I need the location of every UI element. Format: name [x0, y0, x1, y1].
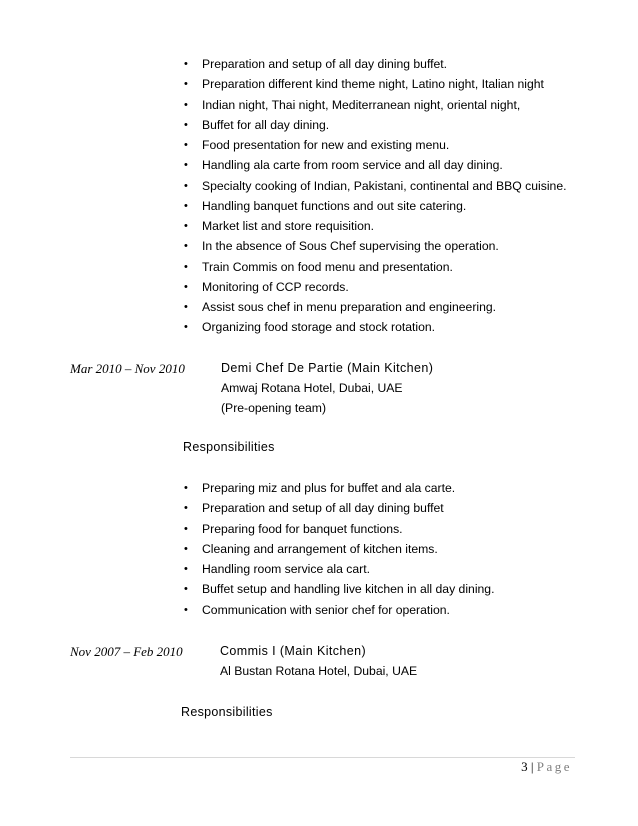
list-item — [182, 559, 494, 579]
list-item — [182, 74, 567, 94]
list-item — [182, 498, 494, 518]
list-item-text: Preparation and setup of all day dining buffet. — [202, 57, 448, 71]
list-item-text: Buffet setup and handling live kitchen in all day dining. — [202, 582, 495, 597]
list-item-text: Preparation and setup of all day dining buffet — [202, 501, 444, 516]
job2-responsibilities-heading: Responsibilities — [181, 705, 273, 719]
job2-employer: Al Bustan Rotana Hotel, Dubai, UAE — [220, 664, 418, 678]
list-item-text: Monitoring of CCP records. — [202, 279, 349, 294]
bullet-icon: • — [184, 58, 188, 70]
bullet-icon: • — [184, 260, 188, 273]
list-item-text: Preparing food for banquet functions. — [202, 521, 403, 536]
list-item-text: Communication with senior chef for operation. — [202, 602, 450, 617]
bullet-icon: • — [184, 78, 188, 91]
bullet-icon: • — [184, 220, 188, 232]
list-item — [182, 297, 567, 317]
bullet-icon: • — [184, 280, 188, 293]
job1-responsibilities-heading: Responsibilities — [183, 440, 275, 454]
list-item — [182, 155, 567, 175]
list-item-text: Organizing food storage and stock rotation. — [202, 320, 436, 335]
footer-separator: | — [530, 759, 534, 774]
responsibilities-list-2 — [182, 478, 494, 620]
page-number: 3 — [521, 759, 528, 774]
list-item-text: Preparing miz and plus for buffet and ala carte. — [202, 481, 456, 495]
bullet-icon: • — [184, 118, 188, 131]
bullet-icon: • — [184, 301, 188, 313]
footer-divider — [70, 757, 575, 758]
list-item-text: Indian night, Thai night, Mediterranean night, oriental night, — [202, 97, 521, 112]
job1-title: Demi Chef De Partie (Main Kitchen) — [221, 361, 434, 375]
bullet-icon: • — [184, 321, 188, 334]
list-item — [182, 196, 567, 216]
list-item-text: Handling room service ala cart. — [202, 562, 370, 576]
list-item-text: Market list and store requisition. — [202, 219, 375, 233]
bullet-icon: • — [184, 179, 188, 192]
bullet-icon: • — [184, 98, 188, 111]
bullet-icon: • — [184, 482, 188, 494]
bullet-icon: • — [184, 563, 188, 575]
list-item-text: Buffet for all day dining. — [202, 117, 330, 132]
list-item — [182, 539, 494, 559]
list-item — [182, 600, 494, 620]
list-item-text: Cleaning and arrangement of kitchen items. — [202, 541, 438, 556]
responsibilities-list-1 — [182, 54, 567, 338]
page-label: Page — [536, 759, 572, 774]
list-item — [182, 478, 494, 498]
list-item — [182, 519, 494, 539]
job1-note: (Pre-opening team) — [221, 401, 326, 415]
job2-title: Commis I (Main Kitchen) — [220, 644, 367, 658]
list-item — [182, 236, 567, 256]
job1-employer: Amwaj Rotana Hotel, Dubai, UAE — [221, 381, 403, 395]
list-item-text: Train Commis on food menu and presentation. — [202, 259, 453, 274]
list-item-text: In the absence of Sous Chef supervising the operation. — [202, 239, 499, 254]
list-item-text: Specialty cooking of Indian, Pakistani, continental and BBQ cuisine. — [202, 178, 567, 193]
list-item — [182, 257, 567, 277]
list-item-text: Preparation different kind theme night, Latino night, Italian night — [202, 77, 544, 92]
bullet-icon: • — [184, 583, 188, 596]
job2-dates: Nov 2007 – Feb 2010 — [70, 644, 183, 659]
job1-dates: Mar 2010 – Nov 2010 — [70, 361, 185, 376]
list-item — [182, 95, 567, 115]
list-item — [182, 277, 567, 297]
list-item — [182, 115, 567, 135]
bullet-icon: • — [184, 502, 188, 515]
list-item-text: Food presentation for new and existing menu. — [202, 138, 450, 152]
page-footer — [70, 759, 572, 775]
list-item — [182, 135, 567, 155]
list-item-text: Handling ala carte from room service and all day dining. — [202, 158, 503, 173]
list-item — [182, 579, 494, 599]
bullet-icon: • — [184, 240, 188, 253]
bullet-icon: • — [184, 603, 188, 616]
list-item-text: Handling banquet functions and out site catering. — [202, 198, 467, 213]
list-item-text: Assist sous chef in menu preparation and engineering. — [202, 300, 497, 314]
bullet-icon: • — [184, 522, 188, 535]
list-item — [182, 317, 567, 337]
list-item — [182, 54, 567, 74]
bullet-icon: • — [184, 139, 188, 151]
bullet-icon: • — [184, 542, 188, 555]
list-item — [182, 176, 567, 196]
list-item — [182, 216, 567, 236]
bullet-icon: • — [184, 199, 188, 212]
bullet-icon: • — [184, 159, 188, 172]
